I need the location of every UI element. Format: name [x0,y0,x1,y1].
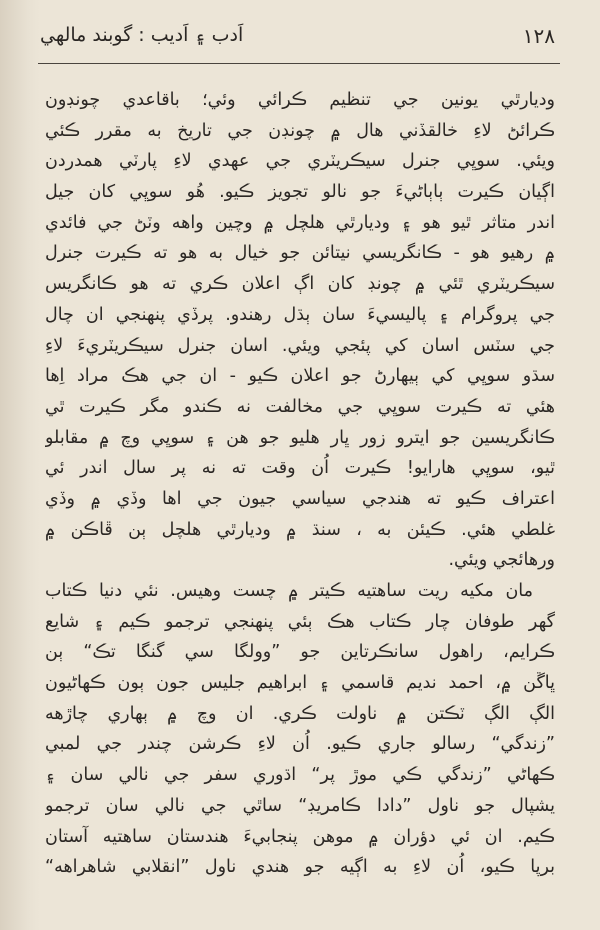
text-line: ڪرايم، راهول سانڪرتاين جو ”وولگا سي گنگا تڪ“ ٻن [45,642,555,663]
text-line: يشپال جو ناول ”دادا ڪامريڊ“ ساٿي جي نالي سان ترجمو [45,795,555,816]
text-line: سڌو سوڀي کي ٻيهارڻ جو اعلان ڪيو - ان جي هڪ مراد اِها [45,366,555,387]
running-title: اَدب ۽ اَديب : گوبند مالهي [40,24,244,46]
text-line: ڀاڱن ۾، احمد نديم قاسمي ۽ ابراهيم جليس جون ٻون ڪهاڻيون [45,673,555,694]
page-header [40,22,555,58]
text-line: اعتراف ڪيو ته هندجي سياسي جيون جي اها وڏي ۾ وڏي [45,488,555,509]
text-line: گهر طوفان چار ڪتاب هڪ ٻئي پنهنجي ترجمو ڪيم ۽ شايع [45,611,555,632]
text-line: الڳ الڳ ٽڪتن ۾ ناولت ڪري. ان وچ ۾ ٻهاري چاڙهه [45,703,555,724]
text-line: اندر متاثر ٿيو هو ۽ وديارٿي هلچل ۾ وچين واهه وٽڻ جي فائدي [45,212,555,233]
text-line: ڪانگريسين جو ايترو زور ڀار هليو جو هن ۽ سوڀي وچ ۾ مقابلو [45,427,555,448]
page-number: ١٢٨ [522,24,555,48]
text-line: ڪهاڻي ”زندگي ڪي موڙ پر“ اڌوري سفر جي نالي سان ۽ [45,765,555,786]
page-edge-shadow [0,0,40,930]
text-line: ڪيم. ان ئي دؤران ۾ موهن پنجابيءَ هندستان ساهتيه آستان [45,826,555,847]
text-line: اڳيان ڪيرت ٻاٻاڻيءَ جو نالو تجويز ڪيو. هُو سوڀي کان جيل [45,182,555,203]
text-line: ويئي. سوڀي جنرل سيڪريٽري جي عهدي لاءِ پارٽي همدردن [45,151,555,172]
text-line: جي سٽس اسان کي پئجي ويئي. اسان جنرل سيڪريٽريءَ لاءِ [45,335,555,356]
body-text [45,85,555,883]
text-line: ٿيو، سوڀي هارايو! ڪيرت اُن وقت ته نه پر سال اندر ئي [45,458,555,479]
paragraph-start-line: مان مکيه ريت ساهتيه ڪيتر ۾ چست وهيس. نئي دنيا ڪتاب [45,581,533,601]
header-rule [38,63,560,64]
text-line: برپا ڪيو، اُن لاءِ به اڳيه جو هندي ناول ”انقلابي شاهراهه“ [45,857,555,878]
text-line: ڪرائڻ لاءِ خالقڏني هال ۾ چونڊن جي تاريخ به مقرر ڪئي [45,120,555,141]
text-line: ۾ رهيو هو - ڪانگريسي نيتائن جو خيال به هو ته ڪيرت جنرل [45,243,555,264]
text-line: سيڪريٽري ٿئي ۾ چونڊ کان اڳ اعلان ڪري ته هو ڪانگريس [45,274,555,295]
text-line: وديارٿي يونين جي تنظيم ڪرائي وئي؛ باقاعدي چونڊون [45,90,555,110]
text-line: غلطي هئي. ڪيئن به ، سنڌ ۾ وديارٿي هلچل ٻن ڦاڪن ۾ [45,519,555,540]
text-line: ”زندگي“ رسالو جاري ڪيو. اُن لاءِ ڪرشن چندر جي لمبي [45,734,555,755]
paragraph-end-line: ورهائجي ويئي. [448,550,555,571]
text-line: جي پروگرام ۽ پاليسيءَ سان ٻڌل رهندو. پرڏي پنهنجي ان چال [45,304,555,325]
text-line: هئي ته ڪيرت سوڀي جي مخالفت نه ڪندو مگر ڪيرت ٿي [45,396,555,417]
